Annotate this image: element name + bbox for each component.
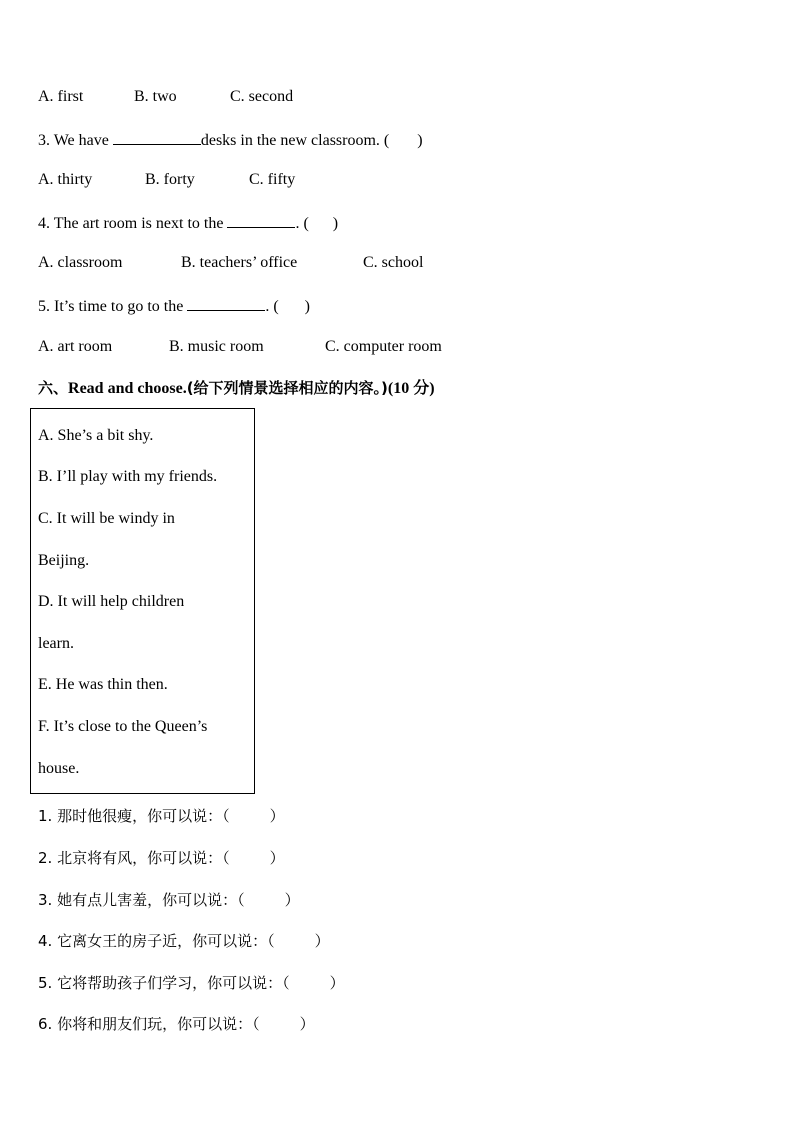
- choice-a: A. She’s a bit shy.: [38, 427, 154, 444]
- choice-d-line2: learn.: [38, 635, 74, 652]
- situation-1: [38, 806, 285, 826]
- q5-blank[interactable]: [187, 295, 265, 311]
- situation-2-text: 2. 北京将有风，你可以说：（: [38, 849, 230, 867]
- situation-5-text: 5. 它将帮助孩子们学习，你可以说：（: [38, 974, 290, 992]
- question-4: [38, 212, 338, 234]
- q2-option-a[interactable]: A. first: [38, 88, 84, 105]
- q3-close: ): [417, 132, 423, 149]
- situation-2-close: ）: [269, 849, 285, 867]
- situation-6-text: 6. 你将和朋友们玩，你可以说：（: [38, 1015, 260, 1033]
- situation-2: [38, 848, 285, 868]
- situation-3-close: ）: [284, 891, 300, 909]
- choice-b: B. I’ll play with my friends.: [38, 468, 218, 485]
- q2-option-c[interactable]: C. second: [230, 88, 294, 105]
- q5-close: ): [304, 298, 310, 315]
- choice-c-line1: C. It will be windy in: [38, 510, 175, 527]
- q5-suffix: . (: [265, 298, 279, 315]
- q2-options: [38, 87, 293, 107]
- q4-blank[interactable]: [227, 212, 295, 228]
- q3-prefix: 3. We have: [38, 132, 113, 149]
- q5-option-a[interactable]: A. art room: [38, 338, 113, 355]
- situation-6-close: ）: [299, 1015, 315, 1033]
- choice-e: E. He was thin then.: [38, 676, 168, 693]
- situation-3-text: 3. 她有点儿害羞，你可以说：（: [38, 891, 245, 909]
- choice-d-line1: D. It will help children: [38, 593, 185, 610]
- choice-f-line2: house.: [38, 760, 80, 777]
- q3-option-c[interactable]: C. fifty: [249, 171, 296, 188]
- situation-1-close: ）: [269, 807, 285, 825]
- section-6-title: Read and choose.: [68, 380, 187, 397]
- q3-option-b[interactable]: B. forty: [145, 171, 195, 188]
- q4-option-a[interactable]: A. classroom: [38, 254, 123, 271]
- situation-4-close: ）: [314, 932, 330, 950]
- choice-c-line2: Beijing.: [38, 552, 90, 569]
- q5-options: [38, 337, 442, 357]
- q3-suffix: desks in the new classroom. (: [200, 132, 390, 149]
- q5-option-b[interactable]: B. music room: [169, 338, 264, 355]
- situation-5: [38, 973, 345, 993]
- q5-prefix: 5. It’s time to go to the: [38, 298, 188, 315]
- q4-options: [38, 253, 423, 273]
- situation-1-text: 1. 那时他很瘦，你可以说：（: [38, 807, 230, 825]
- q4-suffix: . (: [295, 215, 309, 232]
- section-6-score: (10 分): [387, 380, 435, 397]
- section-6-heading: [38, 378, 435, 399]
- q4-option-c[interactable]: C. school: [363, 254, 424, 271]
- situation-3: [38, 890, 300, 910]
- situation-6: [38, 1014, 315, 1034]
- section-6-instruction: (给下列情景选择相应的内容。): [186, 379, 388, 397]
- situation-5-close: ）: [329, 974, 345, 992]
- question-5: [38, 295, 310, 317]
- q3-options: [38, 170, 295, 190]
- situation-4: [38, 931, 330, 951]
- choice-f-line1: F. It’s close to the Queen’s: [38, 718, 208, 735]
- q4-option-b[interactable]: B. teachers’ office: [181, 254, 298, 271]
- q3-blank[interactable]: [113, 129, 201, 145]
- situation-4-text: 4. 它离女王的房子近，你可以说：（: [38, 932, 275, 950]
- q4-prefix: 4. The art room is next to the: [38, 215, 228, 232]
- q5-option-c[interactable]: C. computer room: [325, 338, 442, 355]
- question-3: [38, 129, 423, 151]
- section-6-number: 六、: [38, 379, 69, 397]
- q4-close: ): [332, 215, 339, 232]
- q2-option-b[interactable]: B. two: [134, 88, 177, 105]
- q3-option-a[interactable]: A. thirty: [38, 171, 93, 188]
